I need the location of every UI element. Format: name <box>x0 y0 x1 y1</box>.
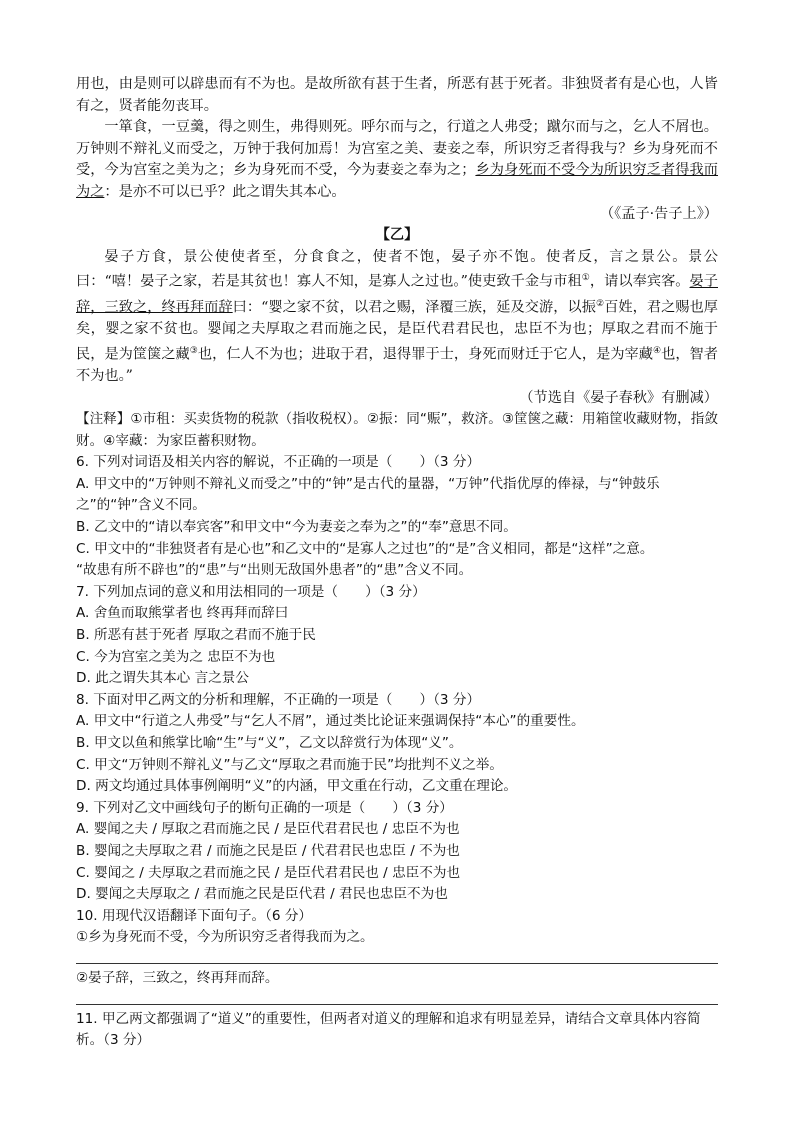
question-stem: 7. 下列加点词的意义和用法相同的一项是（ ）（3 分） <box>76 583 426 600</box>
note-mark-3: ③ <box>189 345 198 356</box>
option-d: “故患有所不辟也”的“患”与“出则无敌国外患者”的“患”含义不同。 <box>76 562 473 579</box>
question-stem: 8. 下面对甲乙两文的分析和理解，不正确的一项是（ ）（3 分） <box>76 691 481 708</box>
yi-text-5: 也，仁人不为也；进取于君，退得罪于士，身死而财迁于它人，是为宰藏 <box>197 346 653 363</box>
question-stem: 11. 甲乙两文都强调了“道义”的重要性，但两者对道义的理解和追求有明显差异，请结合文章具体内容简析。（3 分） <box>76 1010 701 1049</box>
yi-underlined-sentence: 晏子辞，三致之，终再拜而辞 <box>76 274 718 316</box>
exam-page <box>76 74 718 1052</box>
answer-line-1[interactable] <box>76 949 718 964</box>
question-10 <box>76 906 718 1005</box>
yi-text-4: 百姓，君之赐也厚矣，婴之家不贫也。婴闻之夫厚取之君而施之民，是臣代君君民也，忠臣不为也；厚取之君而不施于民，是为筐箧之藏 <box>76 299 718 363</box>
yi-text-1: 晏子方食，景公使使者至，分食食之，使者不饱，晏子亦不饱。使者反，言之景公。景公曰：“嘻！晏子之家，若是其贫也！寡人不知，是寡人之过也。”使吏致千金与市租 <box>76 248 718 291</box>
yi-text-6: 也，智者不为也。” <box>76 346 718 384</box>
question-9 <box>76 798 718 906</box>
question-stem: 9. 下列对乙文中画线句子的断句正确的一项是（ ）（3 分） <box>76 799 453 816</box>
option-b: B. 婴闻之夫厚取之君 / 而施之民是臣 / 代君君民也忠臣 / 不为也 <box>76 842 460 859</box>
option-c: C. 婴闻之 / 夫厚取之君而施之民 / 是臣代君君民也 / 忠臣不为也 <box>76 864 461 881</box>
question-stem: 10. 用现代汉语翻译下面句子。（6 分） <box>76 907 313 924</box>
question-6 <box>76 452 718 582</box>
annotations: 【注释】①市租：买卖货物的税款（指收税权）。②振：同“赈”，救济。③筐箧之藏：用箱筐收藏财物，指敛财。④宰藏：为家臣蓄积财物。 <box>76 411 718 449</box>
option-d: D. 婴闻之夫厚取之 / 君而施之民是臣代君 / 君民也忠臣不为也 <box>76 886 448 903</box>
option-d: D. 两文均通过具体事例阐明“义”的内涵，甲文重在行动，乙文重在理论。 <box>76 778 518 795</box>
yi-paragraph <box>76 247 718 388</box>
note-mark-4: ④ <box>653 345 662 356</box>
option-c: C. 甲文中的“非独贤者有是心也”和乙文中的“是寡人之过也”的“是”含义相同，都是“这样”之意。 <box>76 540 654 557</box>
jia-source: （《孟子·告子上》） <box>600 205 718 222</box>
note-mark-2: ② <box>595 298 605 309</box>
option-a: A. 舍鱼而取熊掌者也 终再拜而辞曰 <box>76 605 289 622</box>
translate-sentence-2: ②晏子辞，三致之，终再拜而辞。 <box>76 969 279 986</box>
jia-underlined-sentence: 乡为身死而不受今为所识穷乏者得我而为之 <box>76 162 718 200</box>
question-7 <box>76 582 718 690</box>
yi-text-3: 曰：“婴之家不贫，以君之赐，泽覆三族，延及交游，以振 <box>232 299 596 316</box>
jia-paragraph-2-text: 一箪食，一豆羹，得之则生，弗得则死。呼尔而与之，行道之人弗受；蹴尔而与之，乞人不屑也。万钟则不辩礼义而受之，万钟于我何加焉！为宫室之美、妻妾之奉，所识穷乏者得我与？乡为身死而不受，今为宫室之美为之；乡为身死而不受，今为妻妾之奉为之； <box>76 119 718 179</box>
yi-source: （节选自《晏子春秋》有删减） <box>519 389 718 406</box>
yi-heading: 【乙】 <box>375 227 419 244</box>
jia-paragraph-2-end: ：是亦不可以已乎？此之谓失其本心。 <box>104 183 346 200</box>
option-c: C. 今为宫室之美为之 忠臣不为也 <box>76 648 276 665</box>
note-mark-1: ① <box>581 273 590 284</box>
question-11 <box>76 1009 718 1052</box>
option-a: A. 婴闻之夫 / 厚取之君而施之民 / 是臣代君君民也 / 忠臣不为也 <box>76 821 460 838</box>
option-c: C. 甲文“万钟则不辩礼义”与乙文“厚取之君而施于民”均批判不义之举。 <box>76 756 503 773</box>
option-a: A. 甲文中的“万钟则不辩礼义而受之”中的“钟”是古代的量器，“万钟”代指优厚的俸禄，与“钟鼓乐之”的“钟”含义不同。 <box>76 475 660 514</box>
option-b: B. 所恶有甚于死者 厚取之君而不施于民 <box>76 627 316 644</box>
option-b: B. 乙文中的“请以奉宾客”和甲文中“今为妻妾之奉为之”的“奉”意思不同。 <box>76 519 517 536</box>
yi-text-2: ，请以奉宾客。 <box>589 274 690 291</box>
translate-sentence-1: ①乡为身死而不受，今为所识穷乏者得我而为之。 <box>76 929 374 946</box>
jia-paragraph-2 <box>76 117 718 203</box>
option-a: A. 甲文中“行道之人弗受”与“乞人不屑”，通过类比论证来强调保持“本心”的重要性。 <box>76 713 585 730</box>
option-d: D. 此之谓失其本心 言之景公 <box>76 670 249 687</box>
answer-line-2[interactable] <box>76 990 718 1005</box>
jia-paragraph-1: 用也，由是则可以辟患而有不为也。是故所欲有甚于生者，所恶有甚于死者。非独贤者有是心也，人皆有之，贤者能勿丧耳。 <box>76 76 718 114</box>
option-b: B. 甲文以鱼和熊掌比喻“生”与“义”，乙文以辞赏行为体现“义”。 <box>76 735 463 752</box>
question-8 <box>76 690 718 798</box>
question-stem: 6. 下列对词语及相关内容的解说，不正确的一项是（ ）（3 分） <box>76 454 481 471</box>
